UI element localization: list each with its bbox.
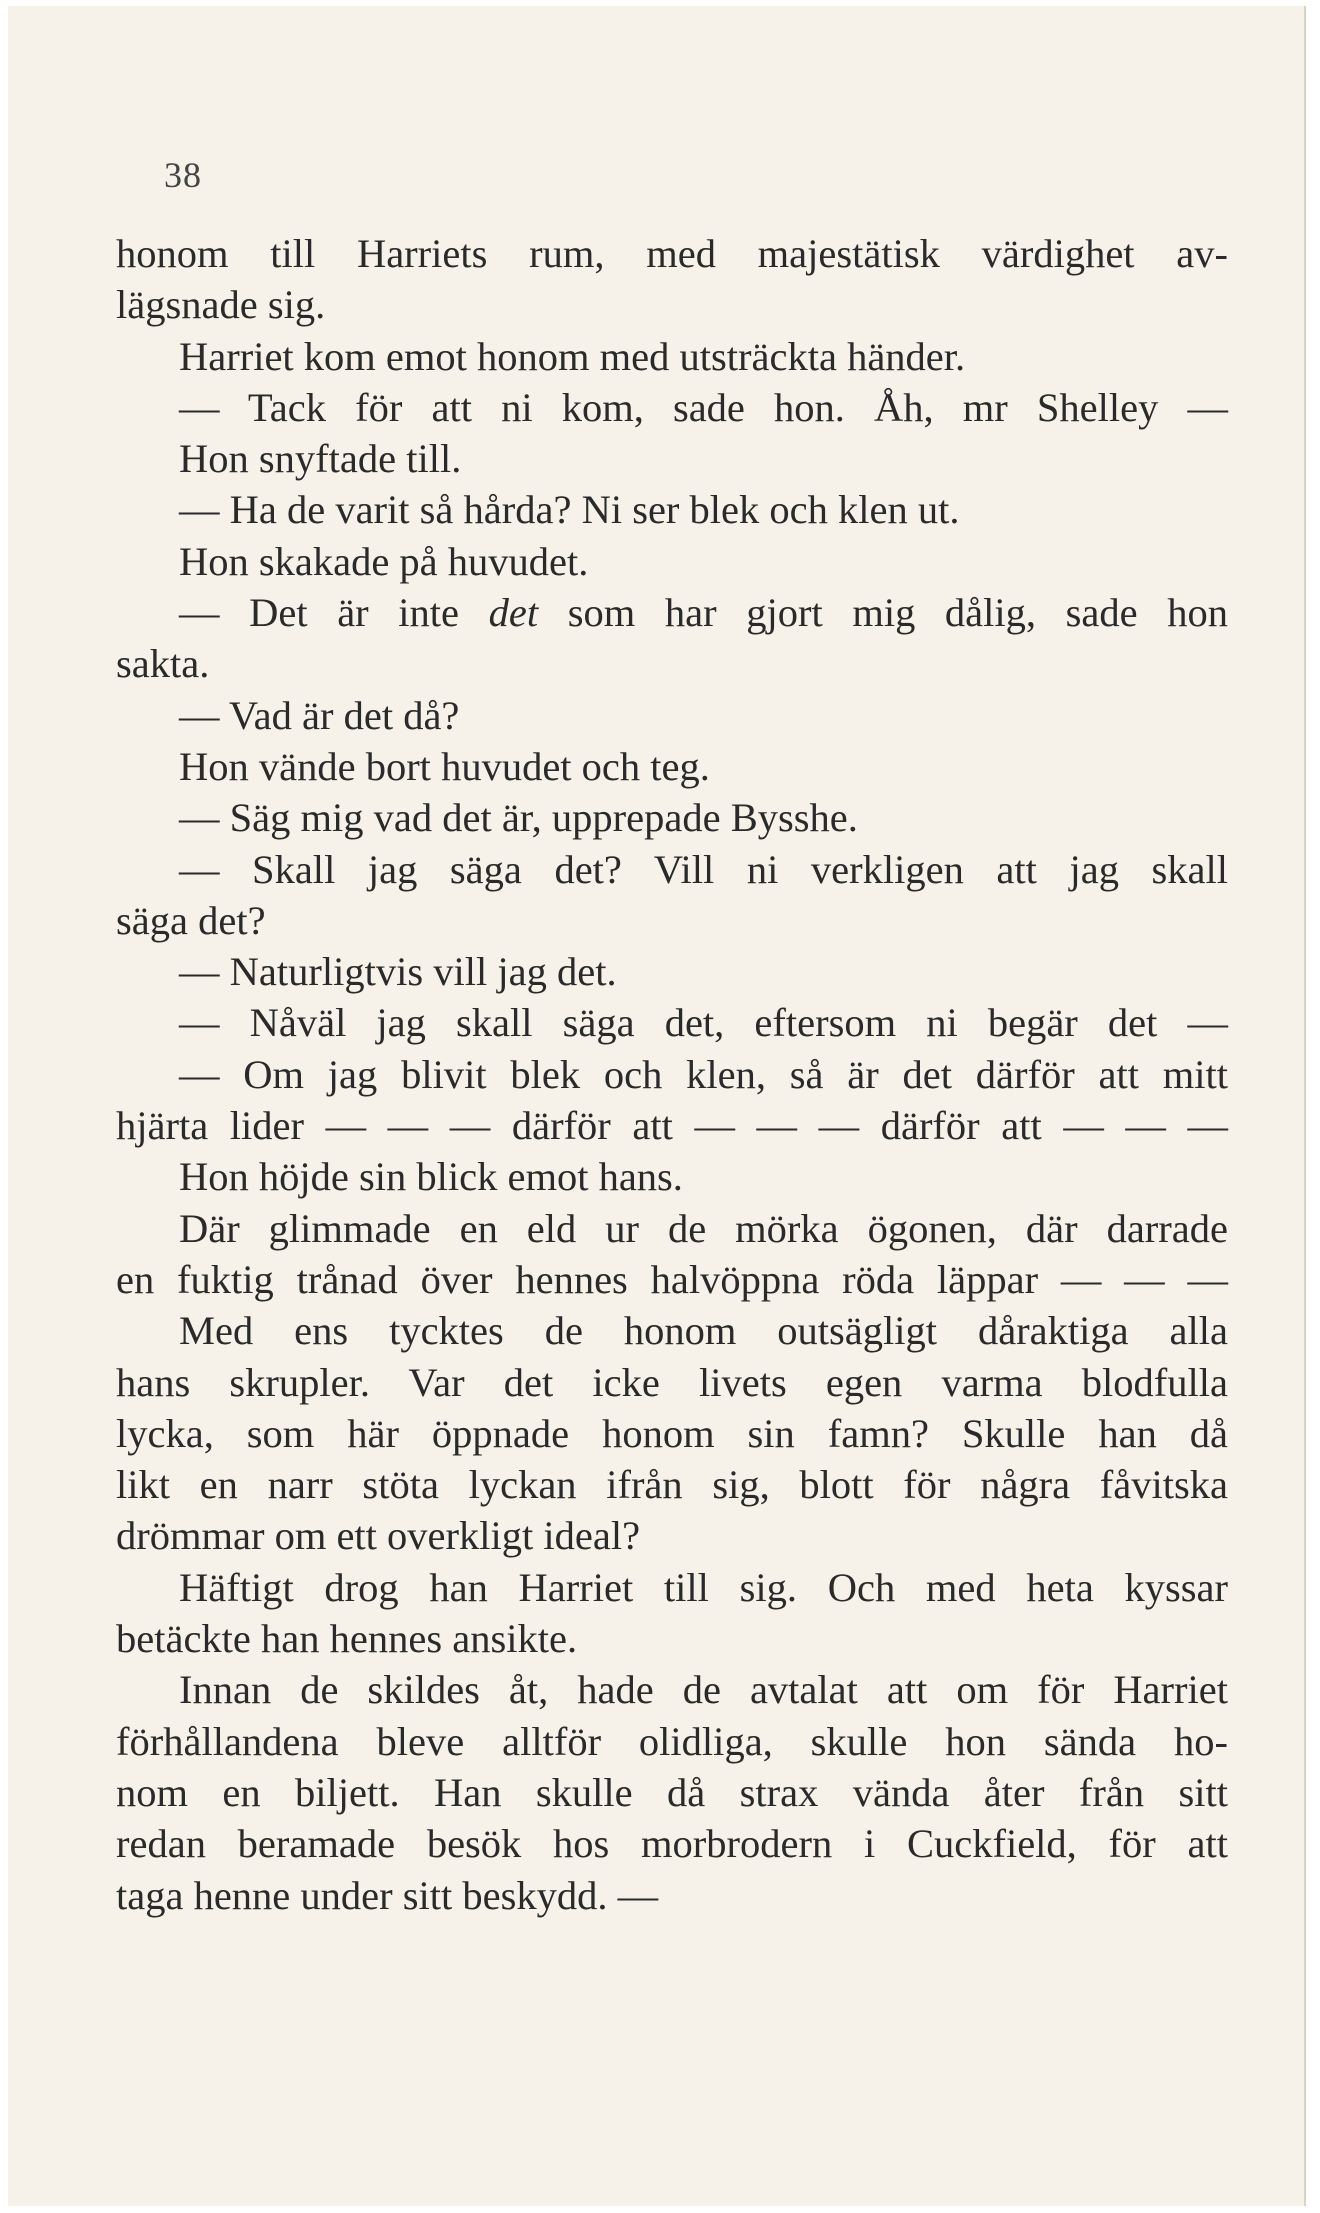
text-line: drömmar om ett overkligt ideal? <box>116 1513 641 1559</box>
text-line: honom till Harriets rum, med majestätisk värdighet av- <box>116 231 1228 276</box>
text-line: redan beramade besök hos morbrodern i Cuckfield, för att <box>116 1821 1228 1867</box>
page-number: 38 <box>164 155 202 195</box>
text-line: lägsnade sig. <box>116 282 326 328</box>
text-line: Hon skakade på huvudet. <box>179 538 589 584</box>
text-line: — Säg mig vad det är, upprepade Bysshe. <box>179 795 858 841</box>
text-line: — Ha de varit så hårda? Ni ser blek och klen ut. <box>179 487 960 533</box>
text-line: hans skrupler. Var det icke livets egen varma blodfulla <box>116 1359 1228 1405</box>
text-line: Hon snyftade till. <box>179 436 462 482</box>
text-line <box>116 587 1228 638</box>
text-line: — Naturligtvis vill jag det. <box>179 949 617 995</box>
text-line: — Vad är det då? <box>179 692 460 738</box>
text-line: — Tack för att ni kom, sade hon. Åh, mr Shelley — <box>179 384 1228 430</box>
text-segment: — Det är inte <box>179 590 489 636</box>
text-line: — Om jag blivit blek och klen, så är det därför att mitt <box>179 1051 1228 1097</box>
text-line: taga henne under sitt beskydd. — <box>116 1872 659 1918</box>
text-line: — Skall jag säga det? Vill ni verkligen att jag skall <box>179 846 1228 892</box>
text-line: likt en narr stöta lyckan ifrån sig, blott för några fåvitska <box>116 1462 1228 1508</box>
text-line: lycka, som här öppnade honom sin famn? Skulle han då <box>116 1410 1228 1456</box>
emphasized-word: det <box>488 590 539 636</box>
text-line: förhållandena bleve alltför olidliga, skulle hon sända ho- <box>116 1718 1228 1764</box>
text-line: Hon vände bort huvudet och teg. <box>179 743 710 789</box>
text-line: säga det? <box>116 897 266 943</box>
text-segment: som har gjort mig dålig, sade hon <box>538 590 1228 636</box>
text-line: Där glimmade en eld ur de mörka ögonen, där darrade <box>179 1205 1228 1251</box>
text-line: hjärta lider — — — därför att — — — därför att — — — <box>116 1103 1228 1149</box>
text-line: Innan de skildes åt, hade de avtalat att om för Harriet <box>179 1667 1228 1713</box>
text-line: Hon höjde sin blick emot hans. <box>179 1154 683 1200</box>
text-line: betäckte han hennes ansikte. <box>116 1616 578 1662</box>
text-line: en fuktig trånad över hennes halvöppna röda läppar — — — <box>116 1256 1228 1302</box>
text-line: Häftigt drog han Harriet till sig. Och med heta kyssar <box>179 1564 1228 1610</box>
text-line: — Nåväl jag skall säga det, eftersom ni begär det — <box>179 1000 1228 1046</box>
text-line: Harriet kom emot honom med utsträckta händer. <box>179 333 966 379</box>
text-line: sakta. <box>116 641 210 687</box>
body-text <box>116 228 1228 1921</box>
book-page <box>8 6 1306 2206</box>
text-line: nom en biljett. Han skulle då strax vända åter från sitt <box>116 1769 1228 1815</box>
text-line: Med ens tycktes de honom outsägligt dåraktiga alla <box>179 1308 1228 1354</box>
